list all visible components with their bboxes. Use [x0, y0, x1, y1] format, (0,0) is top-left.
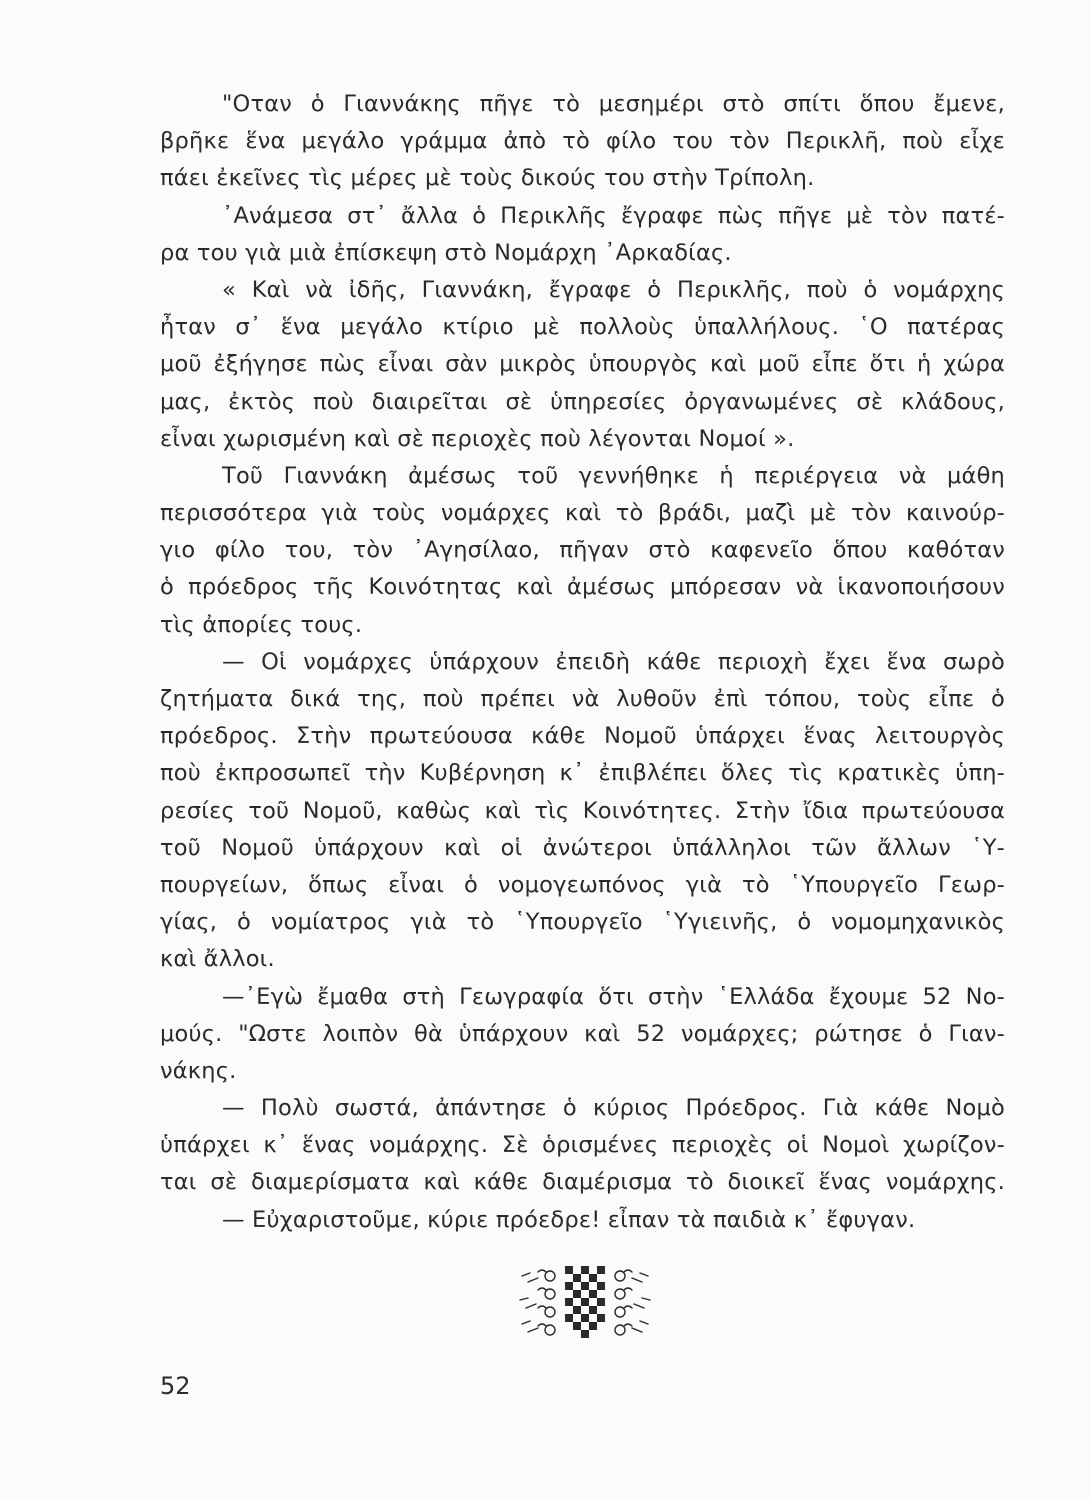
text-line: ρεσίες τοῦ Νομοῦ, καθὼς καὶ τὶς Κοινότητες. Στὴν ἴδια πρωτεύουσα [160, 797, 1005, 824]
text-line: ται σὲ διαμερίσματα καὶ κάθε διαμέρισμα τὸ διοικεῖ ἕνας νομάρχης. [160, 1169, 1005, 1196]
text-line: Τοῦ Γιαννάκη ἀμέσως τοῦ γεννήθηκε ἡ περιέργεια νὰ μάθη [222, 462, 1005, 489]
text-line: πάει ἐκεῖνες τὶς μέρες μὲ τοὺς δικούς του στὴν Τρίπολη. [160, 165, 815, 192]
text-line: μας, ἐκτὸς ποὺ διαιρεῖται σὲ ὑπηρεσίες ὀργανωμένες σὲ κλάδους, [160, 388, 1005, 415]
body-text [160, 86, 1005, 1239]
text-line: μοῦ ἐξήγησε πὼς εἶναι σὰν μικρὸς ὑπουργὸς καὶ μοῦ εἶπε ὅτι ἡ χώρα [160, 351, 1005, 378]
decorative-ornament-icon [510, 1262, 660, 1342]
text-line: νάκης. [160, 1057, 237, 1084]
text-line: ποὺ ἐκπροσωπεῖ τὴν Κυβέρνηση κ᾿ ἐπιβλέπει ὅλες τὶς κρατικὲς ὑπη- [160, 760, 1005, 787]
text-line: βρῆκε ἕνα μεγάλο γράμμα ἀπὸ τὸ φίλο του τὸν Περικλῆ, ποὺ εἶχε [160, 128, 1005, 155]
text-line: μούς. "Ωστε λοιπὸν θὰ ὑπάρχουν καὶ 52 νομάρχες; ρώτησε ὁ Γιαν- [160, 1020, 1005, 1047]
text-line: ζητήματα δικά της, ποὺ πρέπει νὰ λυθοῦν ἐπὶ τόπου, τοὺς εἶπε ὁ [160, 686, 1005, 712]
text-line: εἶναι χωρισμένη καὶ σὲ περιοχὲς ποὺ λέγονται Νομοί ». [160, 425, 795, 452]
text-line: πουργείων, ὅπως εἶναι ὁ νομογεωπόνος γιὰ τὸ ῾Υπουργεῖο Γεωρ- [160, 871, 1005, 898]
text-line: ὑπάρχει κ᾿ ἕνας νομάρχης. Σὲ ὁρισμένες περιοχὲς οἱ Νομοὶ χωρίζον- [160, 1132, 1005, 1159]
text-line: ᾿Ανάμεσα στ᾿ ἄλλα ὁ Περικλῆς ἔγραφε πὼς πῆγε μὲ τὸν πατέ- [222, 202, 1005, 229]
text-line: τοῦ Νομοῦ ὑπάρχουν καὶ οἱ ἀνώτεροι ὑπάλληλοι τῶν ἄλλων ῾Υ- [160, 834, 1005, 861]
text-line: καὶ ἄλλοι. [160, 946, 275, 973]
text-line: "Οταν ὁ Γιαννάκης πῆγε τὸ μεσημέρι στὸ σπίτι ὅπου ἔμενε, [222, 91, 1005, 117]
text-line: ρα του γιὰ μιὰ ἐπίσκεψη στὸ Νομάρχη ᾿Αρκαδίας. [160, 239, 732, 266]
text-line: — Εὐχαριστοῦμε, κύριε πρόεδρε! εἶπαν τὰ παιδιὰ κ᾿ ἔφυγαν. [222, 1206, 916, 1233]
text-line: τὶς ἀπορίες τους. [160, 611, 363, 638]
text-line: γίας, ὁ νομίατρος γιὰ τὸ ῾Υπουργεῖο ῾Υγιεινῆς, ὁ νομομηχανικὸς [160, 909, 1005, 936]
text-line: περισσότερα γιὰ τοὺς νομάρχες καὶ τὸ βράδι, μαζὶ μὲ τὸν καινούρ- [160, 500, 1005, 527]
text-line: — Πολὺ σωστά, ἀπάντησε ὁ κύριος Πρόεδρος. Γιὰ κάθε Νομὸ [222, 1095, 1005, 1122]
text-line: —᾿Εγὼ ἔμαθα στὴ Γεωγραφία ὅτι στὴν ῾Ελλάδα ἔχουμε 52 Νο- [222, 983, 1005, 1010]
text-line: γιο φίλο του, τὸν ᾿Αγησίλαο, πῆγαν στὸ καφενεῖο ὅπου καθόταν [160, 537, 1005, 564]
page-number: 52 [160, 1372, 191, 1400]
text-line: ἦταν σ᾿ ἕνα μεγάλο κτίριο μὲ πολλοὺς ὑπαλλήλους. ῾Ο πατέρας [160, 314, 1005, 341]
text-line: — Οἱ νομάρχες ὑπάρχουν ἐπειδὴ κάθε περιοχὴ ἔχει ἕνα σωρὸ [222, 648, 1005, 675]
text-line: ὁ πρόεδρος τῆς Κοινότητας καὶ ἀμέσως μπόρεσαν νὰ ἱκανοποιήσουν [160, 574, 1005, 601]
text-line: πρόεδρος. Στὴν πρωτεύουσα κάθε Νομοῦ ὑπάρχει ἕνας λειτουργὸς [160, 723, 1005, 750]
text-line: « Καὶ νὰ ἰδῆς, Γιαννάκη, ἔγραφε ὁ Περικλῆς, ποὺ ὁ νομάρχης [222, 276, 1005, 303]
